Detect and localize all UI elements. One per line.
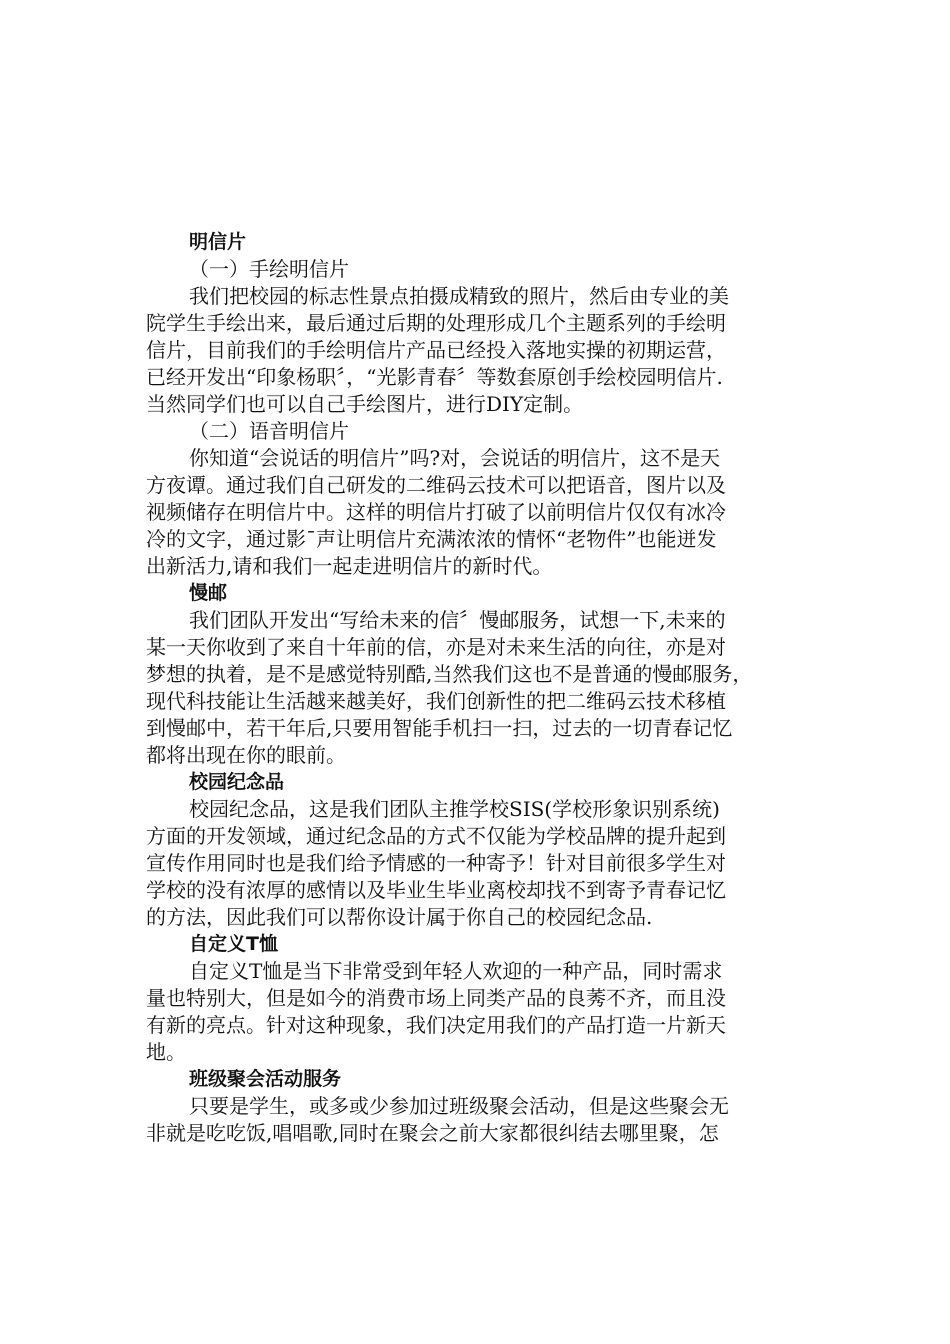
paragraph [146, 796, 810, 931]
section-heading: 自定义T恤 [189, 933, 278, 955]
section-heading: 慢邮 [189, 582, 228, 604]
text-line: 院学生手绘出来，最后通过后期的处理形成几个主题系列的手绘明 [146, 311, 726, 335]
text-line: 学校的没有浓厚的感情以及毕业生毕业离校却找不到寄予青春记忆 [146, 878, 726, 902]
section-heading: 班级聚会活动服务 [189, 1068, 342, 1090]
text-line: 你知道“会说话的明信片”吗?对，会说话的明信片，这不是天 [189, 446, 721, 470]
text-line: 都将出现在你的眼前。 [146, 743, 346, 767]
text-line: 量也特别大，但是如今的消费市场上同类产品的良莠不齐，而且没 [146, 986, 726, 1010]
text-line: 信片，目前我们的手绘明信片产品已经投入落地实操的初期运营， [146, 338, 726, 362]
text-line: （二）语音明信片 [189, 419, 349, 443]
text-line: 地。 [146, 1040, 186, 1064]
text-line: 视频储存在明信片中。这样的明信片打破了以前明信片仅仅有冰冷 [146, 500, 726, 524]
text-line: 我们把校园的标志性景点拍摄成精致的照片，然后由专业的美 [189, 284, 729, 308]
paragraph [146, 283, 810, 418]
text-line: 只要是学生，或多或少参加过班级聚会活动，但是这些聚会无 [189, 1094, 729, 1118]
text-line: 方面的开发领域，通过纪念品的方式不仅能为学校品牌的提升起到 [146, 824, 726, 848]
paragraph [146, 256, 810, 283]
paragraph [146, 1093, 810, 1147]
text-line: 出新活力,请和我们一起走进明信片的新时代。 [146, 554, 553, 578]
text-line: 已经开发出“印象杨职〞，“光影青春〞等数套原创手绘校园明信片. [146, 365, 723, 389]
text-line: （一）手绘明信片 [189, 257, 349, 281]
section-heading: 校园纪念品 [189, 771, 285, 793]
text-line: 宣传作用同时也是我们给予情感的一种寄予！针对目前很多学生对 [146, 851, 726, 875]
text-line: 冷的文字，通过影ˉ声让明信片充满浓浓的情怀“老物件”也能迸发 [146, 527, 717, 551]
text-line: 梦想的执着，是不是感觉特别酷,当然我们这也不是普通的慢邮服务， [146, 662, 753, 686]
section [146, 229, 810, 580]
text-line: 非就是吃吃饭,唱唱歌,同时在聚会之前大家都很纠结去哪里聚，怎 [146, 1121, 719, 1145]
section [146, 1066, 810, 1147]
paragraph [146, 958, 810, 1066]
section-heading: 明信片 [189, 231, 247, 253]
text-line: 自定义T恤是当下非常受到年轻人欢迎的一种产品，同时需求 [189, 959, 723, 983]
text-line: 当然同学们也可以自己手绘图片，进行DIY定制。 [146, 392, 584, 416]
text-line: 现代科技能让生活越来越美好，我们创新性的把二维码云技术移植 [146, 689, 726, 713]
text-line: 我们团队开发出“写给未来的信〞慢邮服务，试想一下,未来的 [189, 608, 726, 632]
section [146, 931, 810, 1066]
text-line: 方夜谭。通过我们自己研发的二维码云技术可以把语音，图片以及 [146, 473, 726, 497]
text-line: 某一天你收到了来自十年前的信，亦是对未来生活的向往，亦是对 [146, 635, 726, 659]
paragraph [146, 418, 810, 445]
text-line: 到慢邮中，若干年后,只要用智能手机扫一扫，过去的一切青春记忆 [146, 716, 733, 740]
text-line: 有新的亮点。针对这种现象，我们决定用我们的产品打造一片新天 [146, 1013, 726, 1037]
paragraph [146, 445, 810, 580]
text-line: 校园纪念品，这是我们团队主推学校SIS(学校形象识别系统) [189, 797, 720, 821]
section [146, 580, 810, 769]
text-line: 的方法，因此我们可以帮你设计属于你自己的校园纪念品. [146, 905, 653, 929]
document-body [146, 229, 810, 1147]
paragraph [146, 607, 810, 769]
section [146, 769, 810, 931]
